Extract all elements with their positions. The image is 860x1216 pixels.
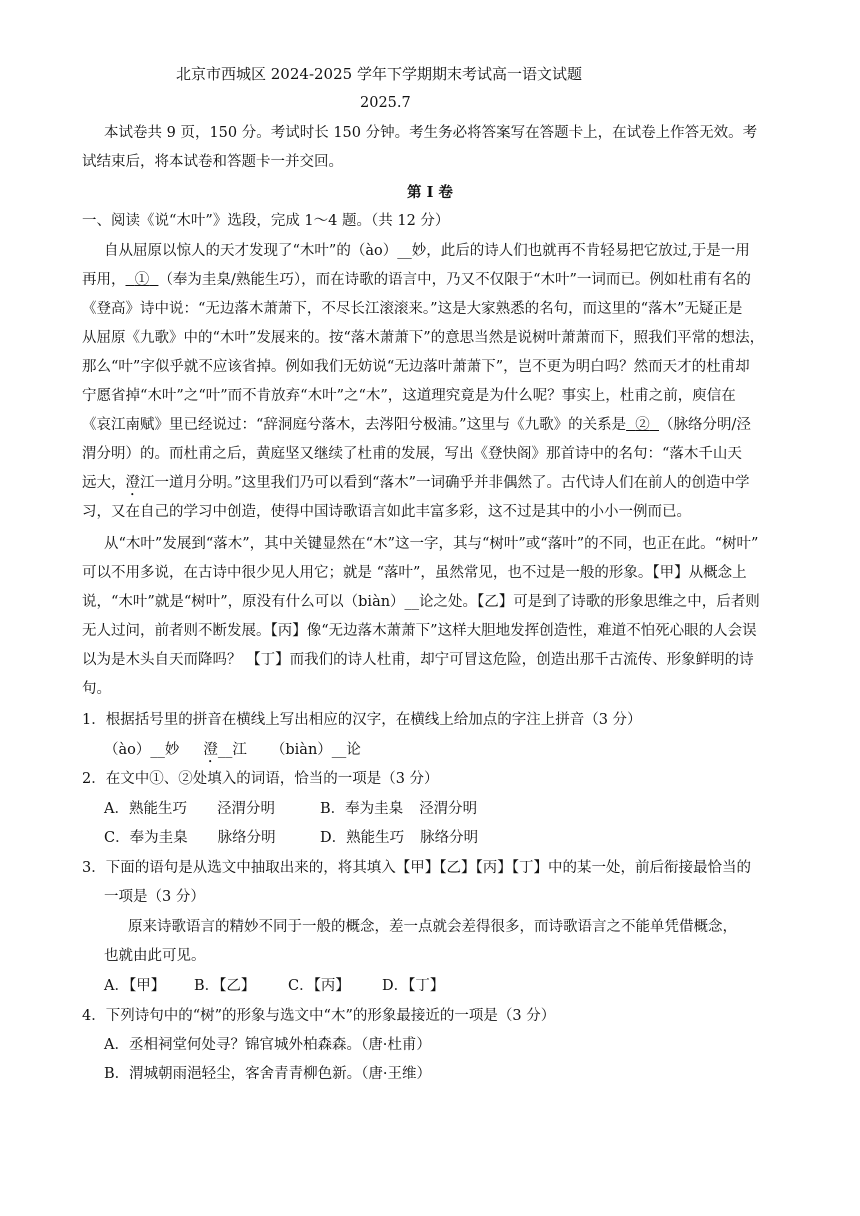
exam-date: 2025.7 [360, 95, 411, 111]
blank-1: ① [134, 272, 150, 288]
instruction-line-2: 试结束后，将本试卷和答题卡一并交回。 [82, 154, 343, 170]
question-1-items [104, 740, 361, 766]
passage-line [82, 473, 750, 499]
q4-option-a[interactable]: A．丞相祠堂何处寻？锦官城外柏森森。（唐·杜甫） [104, 1037, 431, 1053]
q3-option-a[interactable]: A．【甲】 [104, 978, 166, 994]
q3-option-d[interactable]: D．【丁】 [382, 978, 445, 994]
passage-line: 渭分明）的。而杜甫之后，黄庭坚又继续了杜甫的发展，写出《登快阁》那首诗中的名句：“落木千山天 [82, 446, 742, 462]
q4-option-b[interactable]: B．渭城朝雨浥轻尘，客舍青青柳色新。（唐·王维） [104, 1066, 432, 1082]
dotted-character: 澄 [125, 475, 140, 491]
passage-line: 习，又在自己的学习中创造，使得中国诗歌语言如此丰富多彩，这不过是其中的小小一例而已。 [82, 504, 691, 520]
q1-item-ao: （ào）__妙 [104, 742, 180, 758]
passage-line: 那么“叶”字似乎就不应该省掉。例如我们无妨说“无边落叶萧萧下”，岂不更为明白吗？然而天才的杜甫却 [82, 359, 750, 375]
instruction-line-1: 本试卷共 9 页，150 分。考试时长 150 分钟。考生务必将答案写在答题卡上，在试卷上作答无效。考 [104, 125, 758, 141]
passage-line: 无人过问，前者则不断发展。【丙】像“无边落木萧萧下”这样大胆地发挥创造性，难道不怕死心眼的人会误 [82, 623, 757, 639]
passage-line: 以为是木头自天而降吗？ 【丁】而我们的诗人杜甫，却宁可冒这危险，创造出那千古流传、形象鲜明的诗 [82, 652, 754, 668]
passage-line [82, 415, 751, 435]
passage-text: 江一道月分明。”这里我们乃可以看到“落木”一词确乎并非偶然了。古代诗人们在前人的创造中学 [140, 475, 750, 491]
passage-line: 说，“木叶”就是“树叶”，原没有什么可以（biàn）__论之处。【乙】可是到了诗歌的形象思维之中，后者则 [82, 594, 760, 610]
question-3-quote: 原来诗歌语言的精妙不同于一般的概念，差一点就会差得很多，而诗歌语言之不能单凭借概念， [128, 919, 737, 935]
q3-option-c[interactable]: C．【丙】 [288, 978, 350, 994]
q2-option-c[interactable]: C．奉为圭臬 脉络分明 [104, 830, 276, 846]
q1-item-jiang: __江 [217, 742, 247, 758]
passage-text: 再用， [82, 272, 126, 288]
passage-text: （奉为圭臬/熟能生巧），而在诗歌的语言中，乃又不仅限于“木叶”一词而已。例如杜甫有名的 [158, 272, 751, 288]
question-3-stem-cont: 一项是（3 分） [104, 889, 205, 905]
question-3-stem: 3．下面的语句是从选文中抽取出来的，将其填入【甲】【乙】【丙】【丁】中的某一处，前后衔接最恰当的 [82, 860, 751, 876]
q1-item-dotted: 澄 [203, 742, 218, 758]
question-3-quote-cont: 也就由此可见。 [104, 948, 206, 964]
q2-option-b[interactable]: B．奉为圭臬 泾渭分明 [320, 801, 478, 817]
q2-option-d[interactable]: D．熟能生巧 脉络分明 [320, 830, 479, 846]
q2-option-a[interactable]: A．熟能生巧 泾渭分明 [104, 801, 275, 817]
q3-option-b[interactable]: B．【乙】 [194, 978, 256, 994]
passage-text: 远大， [82, 475, 126, 491]
question-1-stem: 1．根据括号里的拼音在横线上写出相应的汉字，在横线上给加点的字注上拼音（3 分） [82, 712, 642, 728]
passage-line: 从屈原《九歌》中的“木叶”发展来的。按“落木萧萧下”的意思当然是说树叶萧萧而下，照我们平常的想法， [82, 330, 765, 346]
passage-line [82, 270, 751, 290]
volume-title: 第 I 卷 [407, 184, 453, 201]
question-2-stem: 2．在文中①、②处填入的词语，恰当的一项是（3 分） [82, 771, 439, 787]
passage-line: 句。 [82, 681, 111, 697]
passage-line: 可以不用多说，在古诗中很少见人用它；就是 “落叶”，虽然常见，也不过是一般的形象。【甲】从概念上 [82, 565, 747, 581]
q1-item-bian: （biàn）__论 [270, 742, 361, 758]
passage-line: 从“木叶”发展到“落木”，其中关键显然在“木”这一字，其与“树叶”或“落叶”的不同，也正在此。“树叶” [104, 536, 759, 552]
passage-line: 宁愿省掉“木叶”之“叶”而不肯放弃“木叶”之“木”，这道理究竟是为什么呢？事实上，杜甫之前，庾信在 [82, 388, 736, 404]
passage-line: 《登高》诗中说：“无边落木萧萧下，不尽长江滚滚来。”这是大家熟悉的名句，而这里的“落木”无疑正是 [82, 301, 743, 317]
passage-text: 《哀江南赋》里已经说过：“辞洞庭兮落木，去涔阳兮极浦。”这里与《九歌》的关系是 [82, 417, 627, 433]
passage-line: 自从屈原以惊人的天才发现了“木叶”的（ào）__妙，此后的诗人们也就再不肯轻易把它放过,于是一用 [104, 243, 750, 259]
blank-2: ② [635, 417, 650, 433]
section-heading: 一、阅读《说“木叶”》选段，完成 1～4 题。（共 12 分） [82, 213, 450, 229]
exam-title: 北京市西城区 2024-2025 学年下学期期末考试高一语文试题 [176, 65, 582, 83]
question-4-stem: 4．下列诗句中的“树”的形象与选文中“木”的形象最接近的一项是（3 分） [82, 1008, 556, 1024]
passage-text: （脉络分明/泾 [659, 417, 751, 433]
